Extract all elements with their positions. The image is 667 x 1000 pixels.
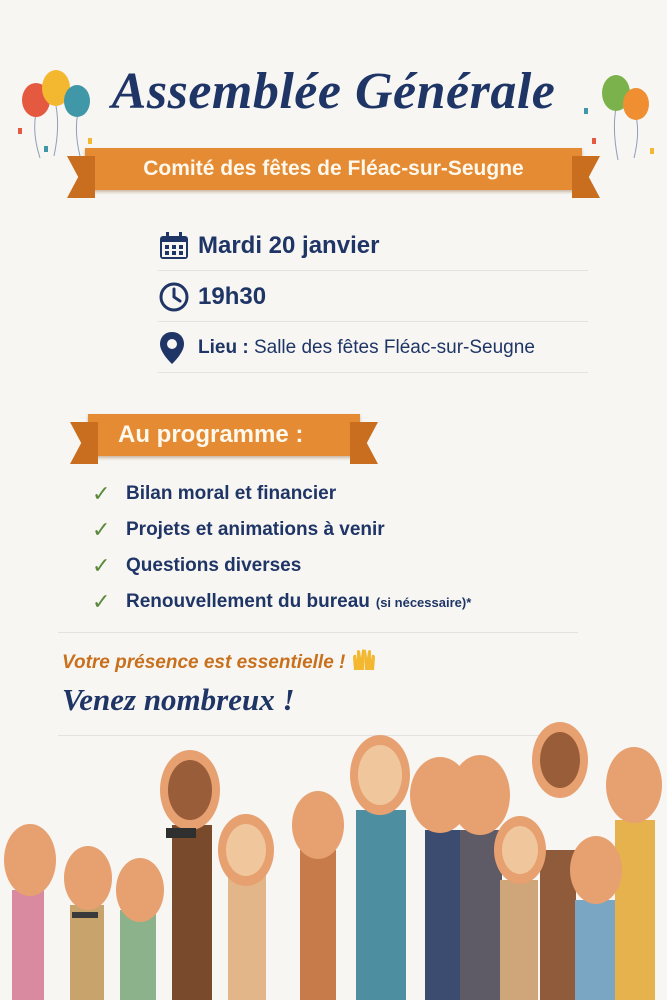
time-row [158,273,588,322]
date-row [158,222,588,271]
venez-text: Venez nombreux ! [62,682,295,717]
check-icon: ✓ [92,553,111,578]
raised-hands-illustration [0,700,667,1000]
page-title: Assemblée Générale [111,63,556,120]
divider [58,632,578,633]
program-list [92,476,562,620]
event-date: Mardi 20 janvier [198,232,380,259]
presence-text: Votre présence est essentielle ! [62,648,377,674]
calendar-icon [158,229,198,263]
clock-icon [158,280,198,314]
event-info [158,222,588,375]
list-item: ✓ Bilan moral et financier [92,481,337,506]
raised-hands-emoji [351,652,377,673]
location-value: Salle des fêtes Fléac-sur-Seugne [253,337,535,358]
list-item: ✓ Questions diverses [92,553,302,578]
event-time: 19h30 [198,283,267,310]
list-item: ✓ Renouvellement du bureau (si nécessaire)* [92,589,472,614]
check-icon: ✓ [92,517,111,542]
location-pin-icon [158,331,198,365]
subtitle-ribbon: Comité des fêtes de Fléac-sur-Seugne [85,148,582,190]
check-icon: ✓ [92,481,111,506]
program-note: (si nécessaire)* [375,594,472,610]
check-icon: ✓ [92,589,111,614]
location-row [158,324,588,373]
list-item: ✓ Projets et animations à venir [92,517,385,542]
location-label: Lieu : [198,337,249,358]
program-heading: Au programme : [88,414,360,456]
